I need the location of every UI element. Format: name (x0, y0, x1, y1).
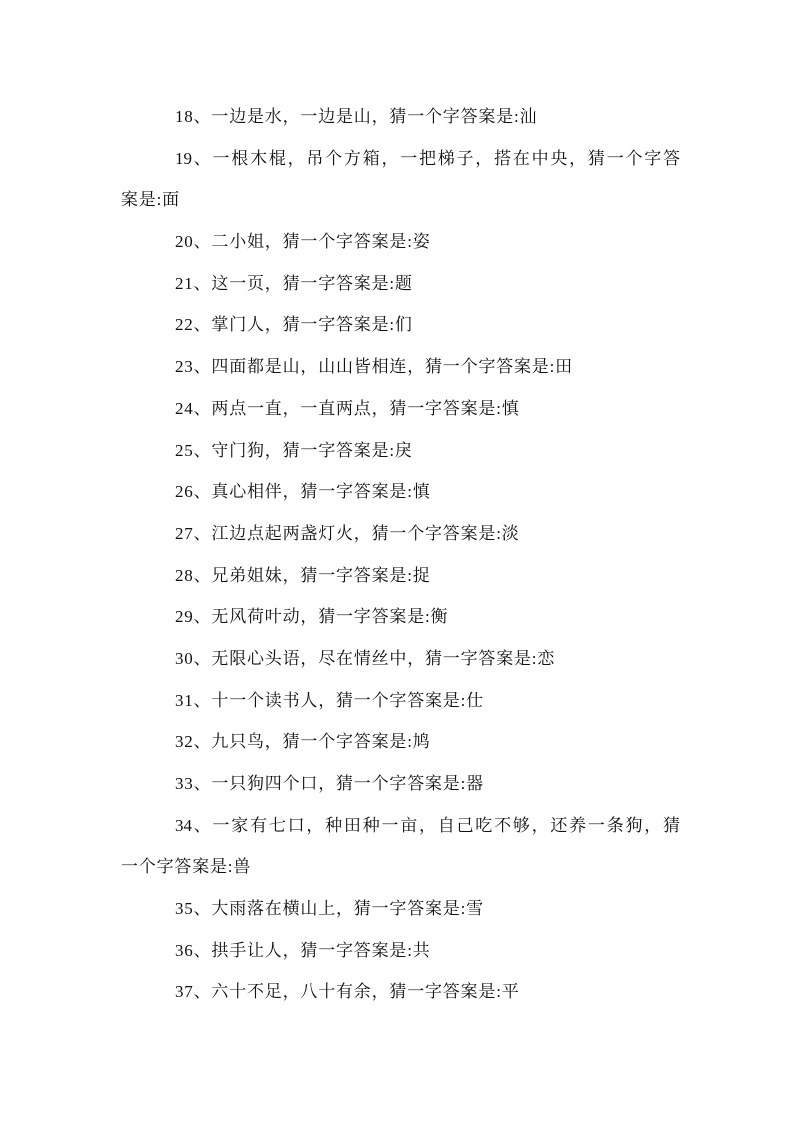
riddle-item-19 (121, 138, 680, 221)
riddle-line: 32、九只鸟，猜一个字答案是:鸠 (175, 732, 431, 752)
riddle-item-22 (121, 304, 680, 346)
riddle-line: 35、大雨落在横山上，猜一字答案是:雪 (175, 899, 484, 919)
riddle-item-20 (121, 221, 680, 263)
riddle-line: 19、一根木棍，吊个方箱，一把梯子，搭在中央，猜一个字答 (175, 148, 680, 168)
riddle-line-continuation: 案是:面 (121, 190, 180, 210)
riddle-line: 29、无风荷叶动，猜一字答案是:衡 (175, 607, 449, 627)
riddle-line: 21、这一页，猜一字答案是:题 (175, 273, 413, 293)
riddle-line: 24、两点一直，一直两点，猜一字答案是:慎 (175, 398, 520, 418)
riddle-item-33 (121, 763, 680, 805)
riddle-item-35 (121, 888, 680, 930)
riddle-item-36 (121, 930, 680, 972)
riddle-line: 25、守门狗，猜一字答案是:戾 (175, 440, 413, 460)
riddle-list (121, 96, 680, 1013)
riddle-item-18 (121, 96, 680, 138)
riddle-item-31 (121, 680, 680, 722)
riddle-item-32 (121, 721, 680, 763)
riddle-line: 34、一家有七口，种田种一亩，自己吃不够，还养一条狗，猜 (175, 815, 680, 835)
riddle-item-27 (121, 513, 680, 555)
riddle-line: 26、真心相伴，猜一字答案是:慎 (175, 482, 431, 502)
riddle-item-29 (121, 596, 680, 638)
riddle-item-26 (121, 471, 680, 513)
riddle-line: 20、二小姐，猜一个字答案是:姿 (175, 232, 431, 252)
riddle-line: 23、四面都是山，山山皆相连，猜一个字答案是:田 (175, 357, 573, 377)
riddle-item-25 (121, 430, 680, 472)
riddle-item-30 (121, 638, 680, 680)
riddle-item-23 (121, 346, 680, 388)
riddle-line: 18、一边是水，一边是山，猜一个字答案是:汕 (175, 107, 538, 126)
riddle-line-continuation: 一个字答案是:兽 (121, 857, 252, 877)
riddle-line: 37、六十不足，八十有余，猜一字答案是:平 (175, 982, 520, 1002)
riddle-line: 36、拱手让人，猜一字答案是:共 (175, 940, 431, 960)
riddle-item-28 (121, 555, 680, 597)
riddle-line: 31、十一个读书人，猜一个字答案是:仕 (175, 690, 484, 710)
riddle-line: 22、掌门人，猜一字答案是:们 (175, 315, 413, 335)
riddle-line: 28、兄弟姐妹，猜一字答案是:捉 (175, 565, 431, 585)
riddle-item-37 (121, 971, 680, 1013)
riddle-item-34 (121, 805, 680, 888)
riddle-line: 33、一只狗四个口，猜一个字答案是:器 (175, 774, 484, 793)
riddle-item-24 (121, 388, 680, 430)
riddle-line: 30、无限心头语，尽在情丝中，猜一字答案是:恋 (175, 648, 556, 668)
riddle-item-21 (121, 263, 680, 305)
riddle-line: 27、江边点起两盏灯火，猜一个字答案是:淡 (175, 523, 520, 543)
